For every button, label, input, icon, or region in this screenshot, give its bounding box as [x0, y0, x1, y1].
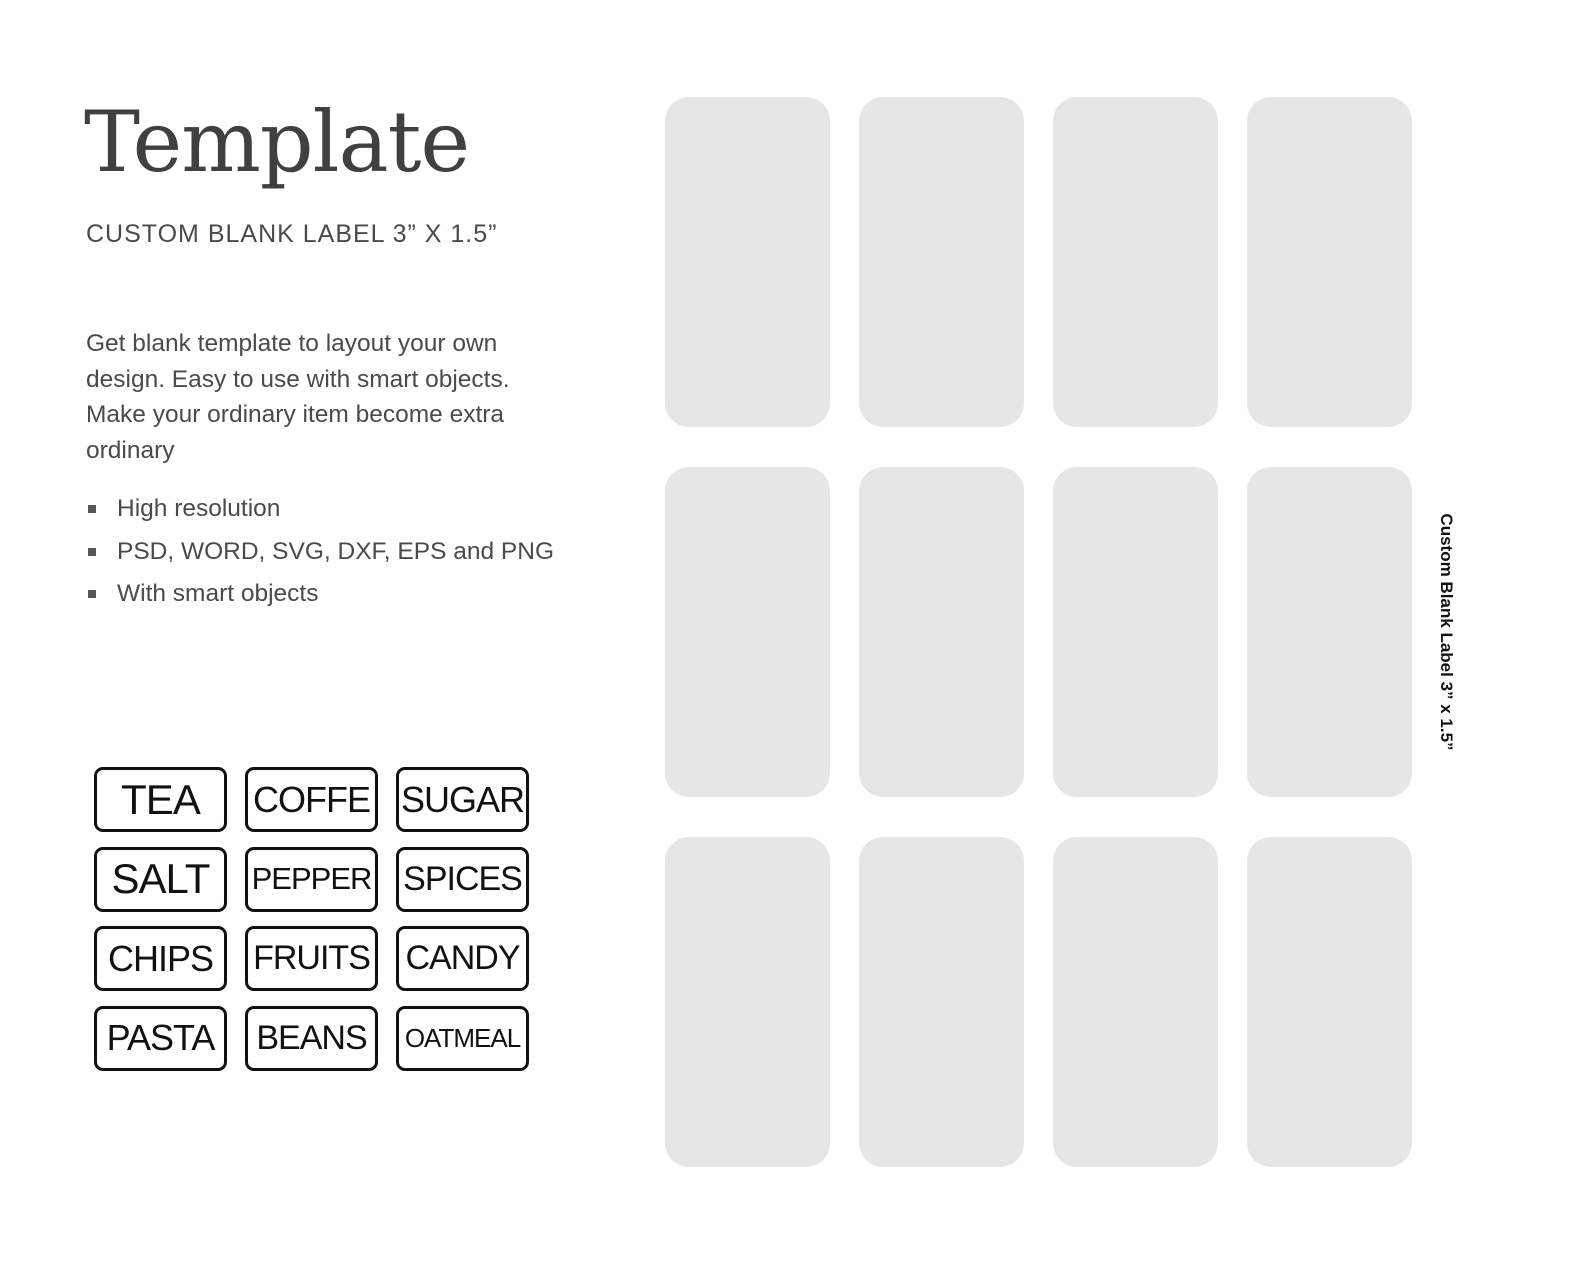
page-title: Template [84, 93, 470, 191]
example-label: COFFE [245, 767, 378, 832]
example-label: SALT [94, 847, 227, 912]
description-text: Get blank template to layout your own design. Easy to use with smart objects. Make your ordinary item become extra ordinary [86, 330, 510, 464]
example-label: SPICES [396, 847, 529, 912]
feature-text: High resolution [117, 495, 281, 522]
blank-label [1053, 97, 1218, 427]
square-bullet-icon [88, 505, 96, 513]
page-subtitle: CUSTOM BLANK LABEL 3” X 1.5” [86, 220, 498, 248]
feature-text: With smart objects [117, 580, 319, 607]
blank-label [1053, 467, 1218, 797]
example-label: CANDY [396, 926, 529, 991]
feature-list [86, 491, 554, 619]
side-caption: Custom Blank Label 3” x 1.5” [1437, 513, 1456, 751]
blank-label [859, 467, 1024, 797]
blank-label [859, 97, 1024, 427]
example-label: PEPPER [245, 847, 378, 912]
blank-label [665, 467, 830, 797]
feature-text: PSD, WORD, SVG, DXF, EPS and PNG [117, 537, 555, 565]
blank-label [1247, 467, 1412, 797]
example-label: PASTA [94, 1006, 227, 1071]
example-labels-grid [94, 767, 529, 1071]
blank-label [1053, 837, 1218, 1167]
feature-item [86, 576, 554, 619]
blank-label [1247, 837, 1412, 1167]
feature-item [86, 534, 554, 577]
example-label: SUGAR [396, 767, 529, 832]
feature-item [86, 491, 554, 534]
example-label: OATMEAL [396, 1006, 529, 1071]
blank-label [859, 837, 1024, 1167]
blank-label-grid [665, 97, 1412, 1167]
example-label: TEA [94, 767, 227, 832]
blank-label [665, 837, 830, 1167]
example-label: CHIPS [94, 926, 227, 991]
blank-label [1247, 97, 1412, 427]
example-label: FRUITS [245, 926, 378, 991]
square-bullet-icon [88, 590, 96, 598]
blank-label [665, 97, 830, 427]
example-label: BEANS [245, 1006, 378, 1071]
square-bullet-icon [88, 548, 96, 556]
